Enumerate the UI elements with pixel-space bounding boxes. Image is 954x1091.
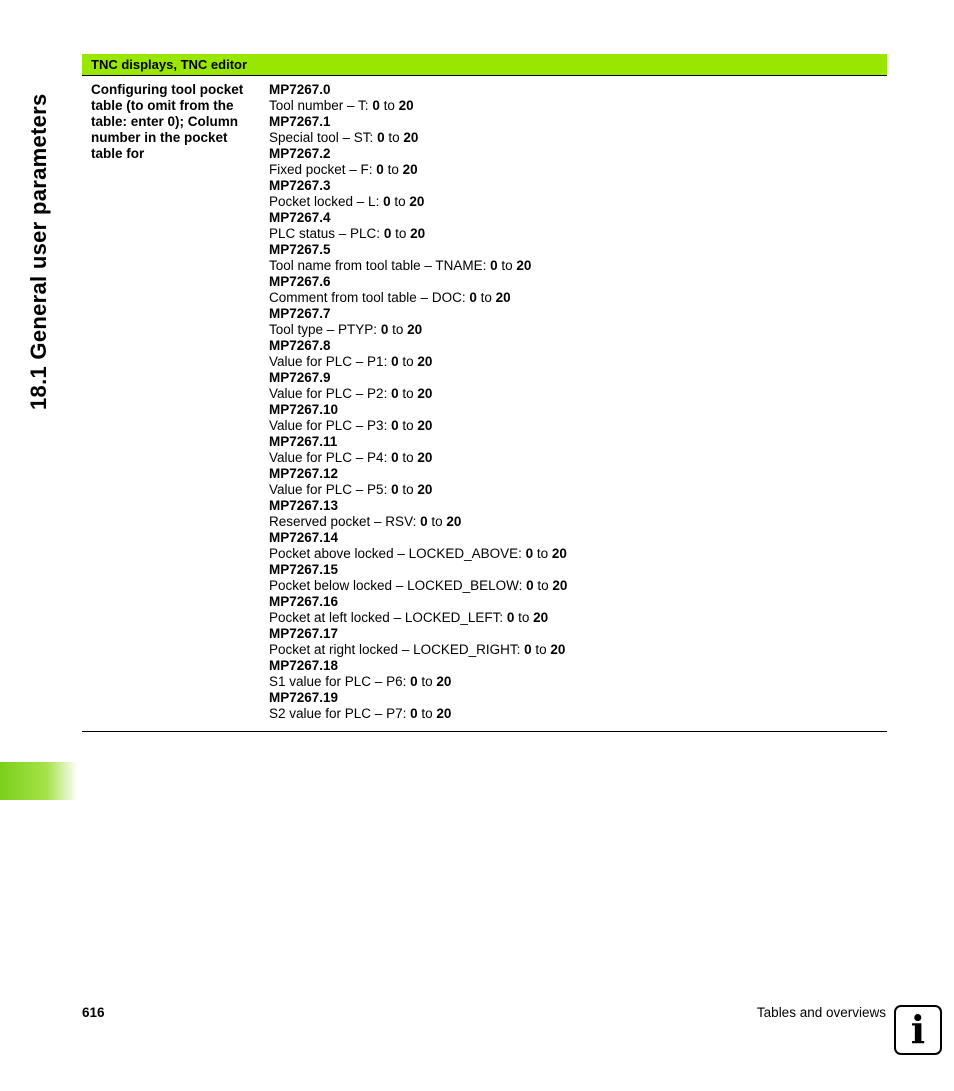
range-max: 20 [417, 386, 433, 401]
parameter-label: Pocket locked – L: [269, 194, 384, 209]
range-separator: to [514, 610, 534, 625]
parameter-range [269, 546, 567, 562]
range-separator: to [391, 226, 411, 241]
parameter-description: Configuring tool pocket table (to omit from the table: enter 0); Column number in the pocket table for [91, 82, 244, 161]
parameter-range [269, 674, 567, 690]
parameter-id: MP7267.4 [269, 210, 331, 225]
range-min: 0 [525, 546, 534, 561]
parameter-range [269, 706, 567, 722]
table-header: TNC displays, TNC editor [82, 54, 887, 76]
parameter-range [269, 194, 567, 210]
range-min: 0 [377, 130, 385, 145]
parameter-id: MP7267.10 [269, 402, 339, 417]
parameter-label: Value for PLC – P5: [269, 482, 392, 497]
parameter-label: Fixed pocket – F: [269, 162, 377, 177]
parameter-range [269, 290, 567, 306]
range-min: 0 [380, 322, 389, 337]
parameter-range [269, 258, 567, 274]
parameter-entry [269, 402, 567, 434]
parameter-id: MP7267.1 [269, 114, 331, 129]
parameter-range [269, 98, 567, 114]
parameter-range [269, 642, 567, 658]
range-max: 20 [552, 578, 568, 593]
range-min: 0 [391, 450, 399, 465]
parameter-entry [269, 370, 567, 402]
parameter-entry [269, 530, 567, 562]
parameter-entry [269, 114, 567, 146]
parameter-range [269, 482, 567, 498]
range-min: 0 [469, 290, 477, 305]
parameter-label: Special tool – ST: [269, 130, 378, 145]
parameter-table [82, 54, 887, 732]
parameter-entry [269, 690, 567, 722]
range-separator: to [383, 162, 403, 177]
parameter-id: MP7267.17 [269, 626, 339, 641]
parameter-entry [269, 658, 567, 690]
range-separator: to [533, 578, 553, 593]
range-min: 0 [391, 482, 399, 497]
parameter-id: MP7267.15 [269, 562, 339, 577]
parameter-entry [269, 306, 567, 338]
info-icon: i [894, 1005, 942, 1055]
page-number: 616 [82, 1005, 105, 1020]
range-separator: to [384, 130, 404, 145]
range-min: 0 [420, 514, 428, 529]
range-max: 20 [551, 546, 567, 561]
parameter-range [269, 418, 567, 434]
parameter-entry [269, 434, 567, 466]
range-separator: to [379, 98, 399, 113]
parameter-range [269, 130, 567, 146]
range-separator: to [398, 354, 418, 369]
range-max: 20 [410, 226, 426, 241]
range-separator: to [398, 482, 418, 497]
range-max: 20 [533, 610, 549, 625]
range-separator: to [388, 322, 408, 337]
range-separator: to [390, 194, 410, 209]
parameter-id: MP7267.13 [269, 498, 339, 513]
range-min: 0 [410, 706, 418, 721]
parameter-label: Pocket at right locked – LOCKED_RIGHT: [269, 642, 525, 657]
range-max: 20 [495, 290, 511, 305]
chapter-tab-marker [0, 762, 78, 800]
range-max: 20 [403, 130, 419, 145]
parameter-label: S2 value for PLC – P7: [269, 706, 411, 721]
parameter-label: Value for PLC – P1: [269, 354, 392, 369]
parameter-label: Value for PLC – P4: [269, 450, 392, 465]
parameter-entry [269, 562, 567, 594]
range-separator: to [533, 546, 552, 561]
range-max: 20 [436, 674, 452, 689]
range-min: 0 [391, 354, 399, 369]
parameter-id: MP7267.9 [269, 370, 331, 385]
parameter-id: MP7267.12 [269, 466, 339, 481]
parameter-entry [269, 274, 567, 306]
range-max: 20 [417, 354, 433, 369]
parameter-entry [269, 594, 567, 626]
range-separator: to [398, 450, 418, 465]
range-max: 20 [436, 706, 452, 721]
parameter-id: MP7267.6 [269, 274, 331, 289]
parameter-label: Pocket above locked – LOCKED_ABOVE: [269, 546, 526, 561]
parameter-id: MP7267.0 [269, 82, 331, 97]
parameter-entry [269, 210, 567, 242]
footer-section-title: Tables and overviews [756, 1005, 886, 1020]
parameter-entry [269, 338, 567, 370]
range-min: 0 [490, 258, 498, 273]
parameter-range [269, 578, 567, 594]
parameter-label: Pocket at left locked – LOCKED_LEFT: [269, 610, 507, 625]
range-separator: to [398, 418, 418, 433]
parameter-entry [269, 466, 567, 498]
parameter-range [269, 386, 567, 402]
parameter-entry [269, 146, 567, 178]
parameter-id: MP7267.19 [269, 690, 339, 705]
range-max: 20 [417, 418, 433, 433]
parameter-label: PLC status – PLC: [269, 226, 384, 241]
parameter-label: Comment from tool table – DOC: [269, 290, 470, 305]
range-max: 20 [407, 322, 423, 337]
parameter-id: MP7267.8 [269, 338, 331, 353]
parameter-entry [269, 242, 567, 274]
range-max: 20 [417, 450, 433, 465]
parameter-range [269, 162, 567, 178]
chapter-side-title: 18.1 General user parameters [26, 93, 51, 410]
range-min: 0 [376, 162, 384, 177]
range-separator: to [497, 258, 517, 273]
parameter-label: Value for PLC – P2: [269, 386, 392, 401]
parameter-range [269, 322, 567, 338]
parameter-entry [269, 626, 567, 658]
range-min: 0 [506, 610, 515, 625]
parameter-label: Pocket below locked – LOCKED_BELOW: [269, 578, 527, 593]
parameter-list [269, 82, 567, 722]
parameter-range [269, 610, 567, 626]
parameter-id: MP7267.2 [269, 146, 331, 161]
range-max: 20 [409, 194, 425, 209]
parameter-id: MP7267.18 [269, 658, 339, 673]
parameter-range [269, 450, 567, 466]
parameter-label: Tool type – PTYP: [269, 322, 381, 337]
parameter-id: MP7267.11 [269, 434, 338, 449]
parameter-label: Reserved pocket – RSV: [269, 514, 421, 529]
parameter-id: MP7267.7 [269, 306, 331, 321]
parameter-range [269, 354, 567, 370]
parameter-entry [269, 178, 567, 210]
parameter-id: MP7267.16 [269, 594, 339, 609]
range-min: 0 [383, 226, 392, 241]
range-separator: to [531, 642, 551, 657]
range-separator: to [476, 290, 496, 305]
range-max: 20 [402, 162, 418, 177]
range-min: 0 [391, 386, 399, 401]
range-min: 0 [391, 418, 399, 433]
parameter-entry [269, 498, 567, 530]
parameter-id: MP7267.3 [269, 178, 331, 193]
range-min: 0 [526, 578, 534, 593]
parameter-label: Tool number – T: [269, 98, 373, 113]
range-min: 0 [524, 642, 532, 657]
parameter-range [269, 514, 567, 530]
parameter-range [269, 226, 567, 242]
range-max: 20 [446, 514, 462, 529]
parameter-id: MP7267.14 [269, 530, 339, 545]
parameter-id: MP7267.5 [269, 242, 331, 257]
parameter-label: Value for PLC – P3: [269, 418, 392, 433]
parameter-label: S1 value for PLC – P6: [269, 674, 411, 689]
parameter-entry [269, 82, 567, 114]
range-min: 0 [410, 674, 418, 689]
range-separator: to [417, 706, 437, 721]
range-max: 20 [550, 642, 566, 657]
range-separator: to [427, 514, 447, 529]
table-body [82, 76, 887, 732]
range-max: 20 [417, 482, 433, 497]
parameter-label: Tool name from tool table – TNAME: [269, 258, 491, 273]
range-min: 0 [372, 98, 380, 113]
range-min: 0 [383, 194, 391, 209]
range-separator: to [398, 386, 418, 401]
range-separator: to [417, 674, 437, 689]
range-max: 20 [398, 98, 414, 113]
range-max: 20 [516, 258, 532, 273]
